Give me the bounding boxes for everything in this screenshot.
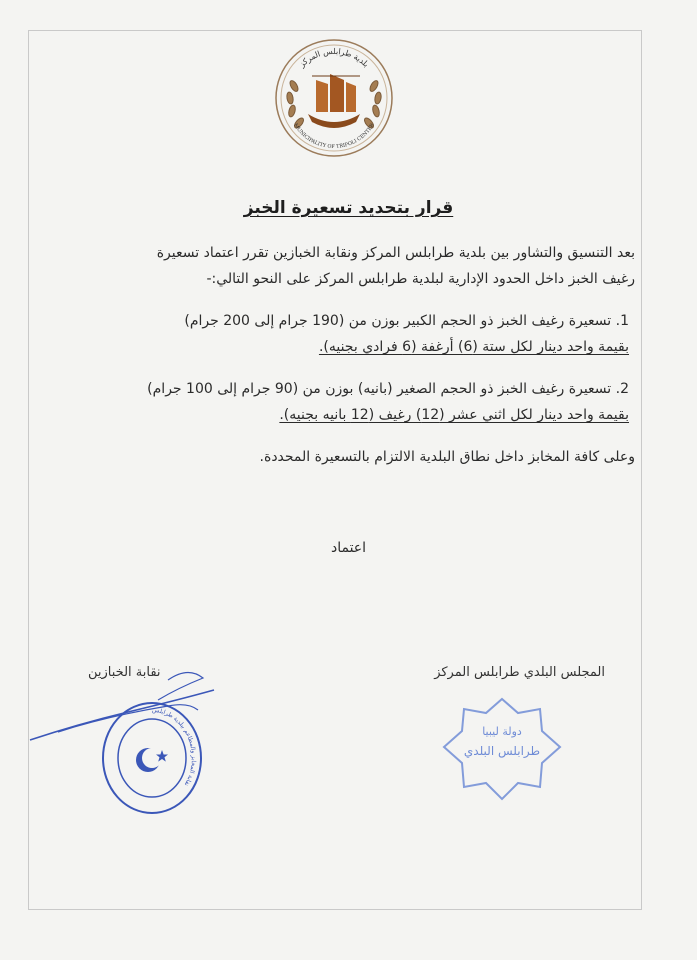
approval-label: اعتماد <box>330 540 367 556</box>
bakers-union-stamp <box>100 700 204 816</box>
decision-title: قرار بتحديد تسعيرة الخبز <box>243 198 454 218</box>
closing-text: وعلى كافة المخابز داخل نطاق البلدية الالتزام بالتسعيرة المحددة. <box>259 449 635 465</box>
signatory-bakers-union: نقابة الخبازين <box>88 665 161 680</box>
intro-line-2: رغيف الخبز داخل الحدود الإدارية لبلدية طرابلس المركز على النحو التالي:- <box>206 271 635 287</box>
municipal-council-stamp <box>440 695 564 805</box>
intro-line-1: بعد التنسيق والتشاور بين بلدية طرابلس المركز ونقابة الخبازين تقرر اعتماد تسعيرة <box>156 245 635 261</box>
item-1-line-1: 1. تسعيرة رغيف الخبز ذو الحجم الكبير بوزن من (190 جرام إلى 200 جرام) <box>184 313 629 329</box>
stamp-right-line-1: دولة ليبيا <box>482 725 522 738</box>
item-1-line-2: بقيمة واحد دينار لكل ستة (6) أرغفة (6 فرادي بجنيه). <box>318 339 629 355</box>
stamp-ring-text: نقابة المخابز والمطاعم ببلدية طرابلس <box>151 706 197 788</box>
logo-arabic-ring-text: بلدية طرابلس المركز <box>297 46 371 69</box>
logo-english-ring-text: MUNICIPALITY OF TRIPOLI CENTER <box>292 122 376 151</box>
item-2-line-2: بقيمة واحد دينار لكل اثني عشر (12) رغيف (12 بانيه بجنيه). <box>279 407 629 423</box>
municipality-logo <box>272 36 396 160</box>
crescent-star-icon <box>136 748 168 772</box>
item-2-line-1: 2. تسعيرة رغيف الخبز ذو الحجم الصغير (بانيه) بوزن من (90 جرام إلى 100 جرام) <box>147 381 629 397</box>
stamp-right-line-2: طرابلس البلدي <box>463 744 541 758</box>
signatory-municipal-council: المجلس البلدي طرابلس المركز <box>434 665 605 680</box>
ship-emblem-icon <box>308 74 360 128</box>
